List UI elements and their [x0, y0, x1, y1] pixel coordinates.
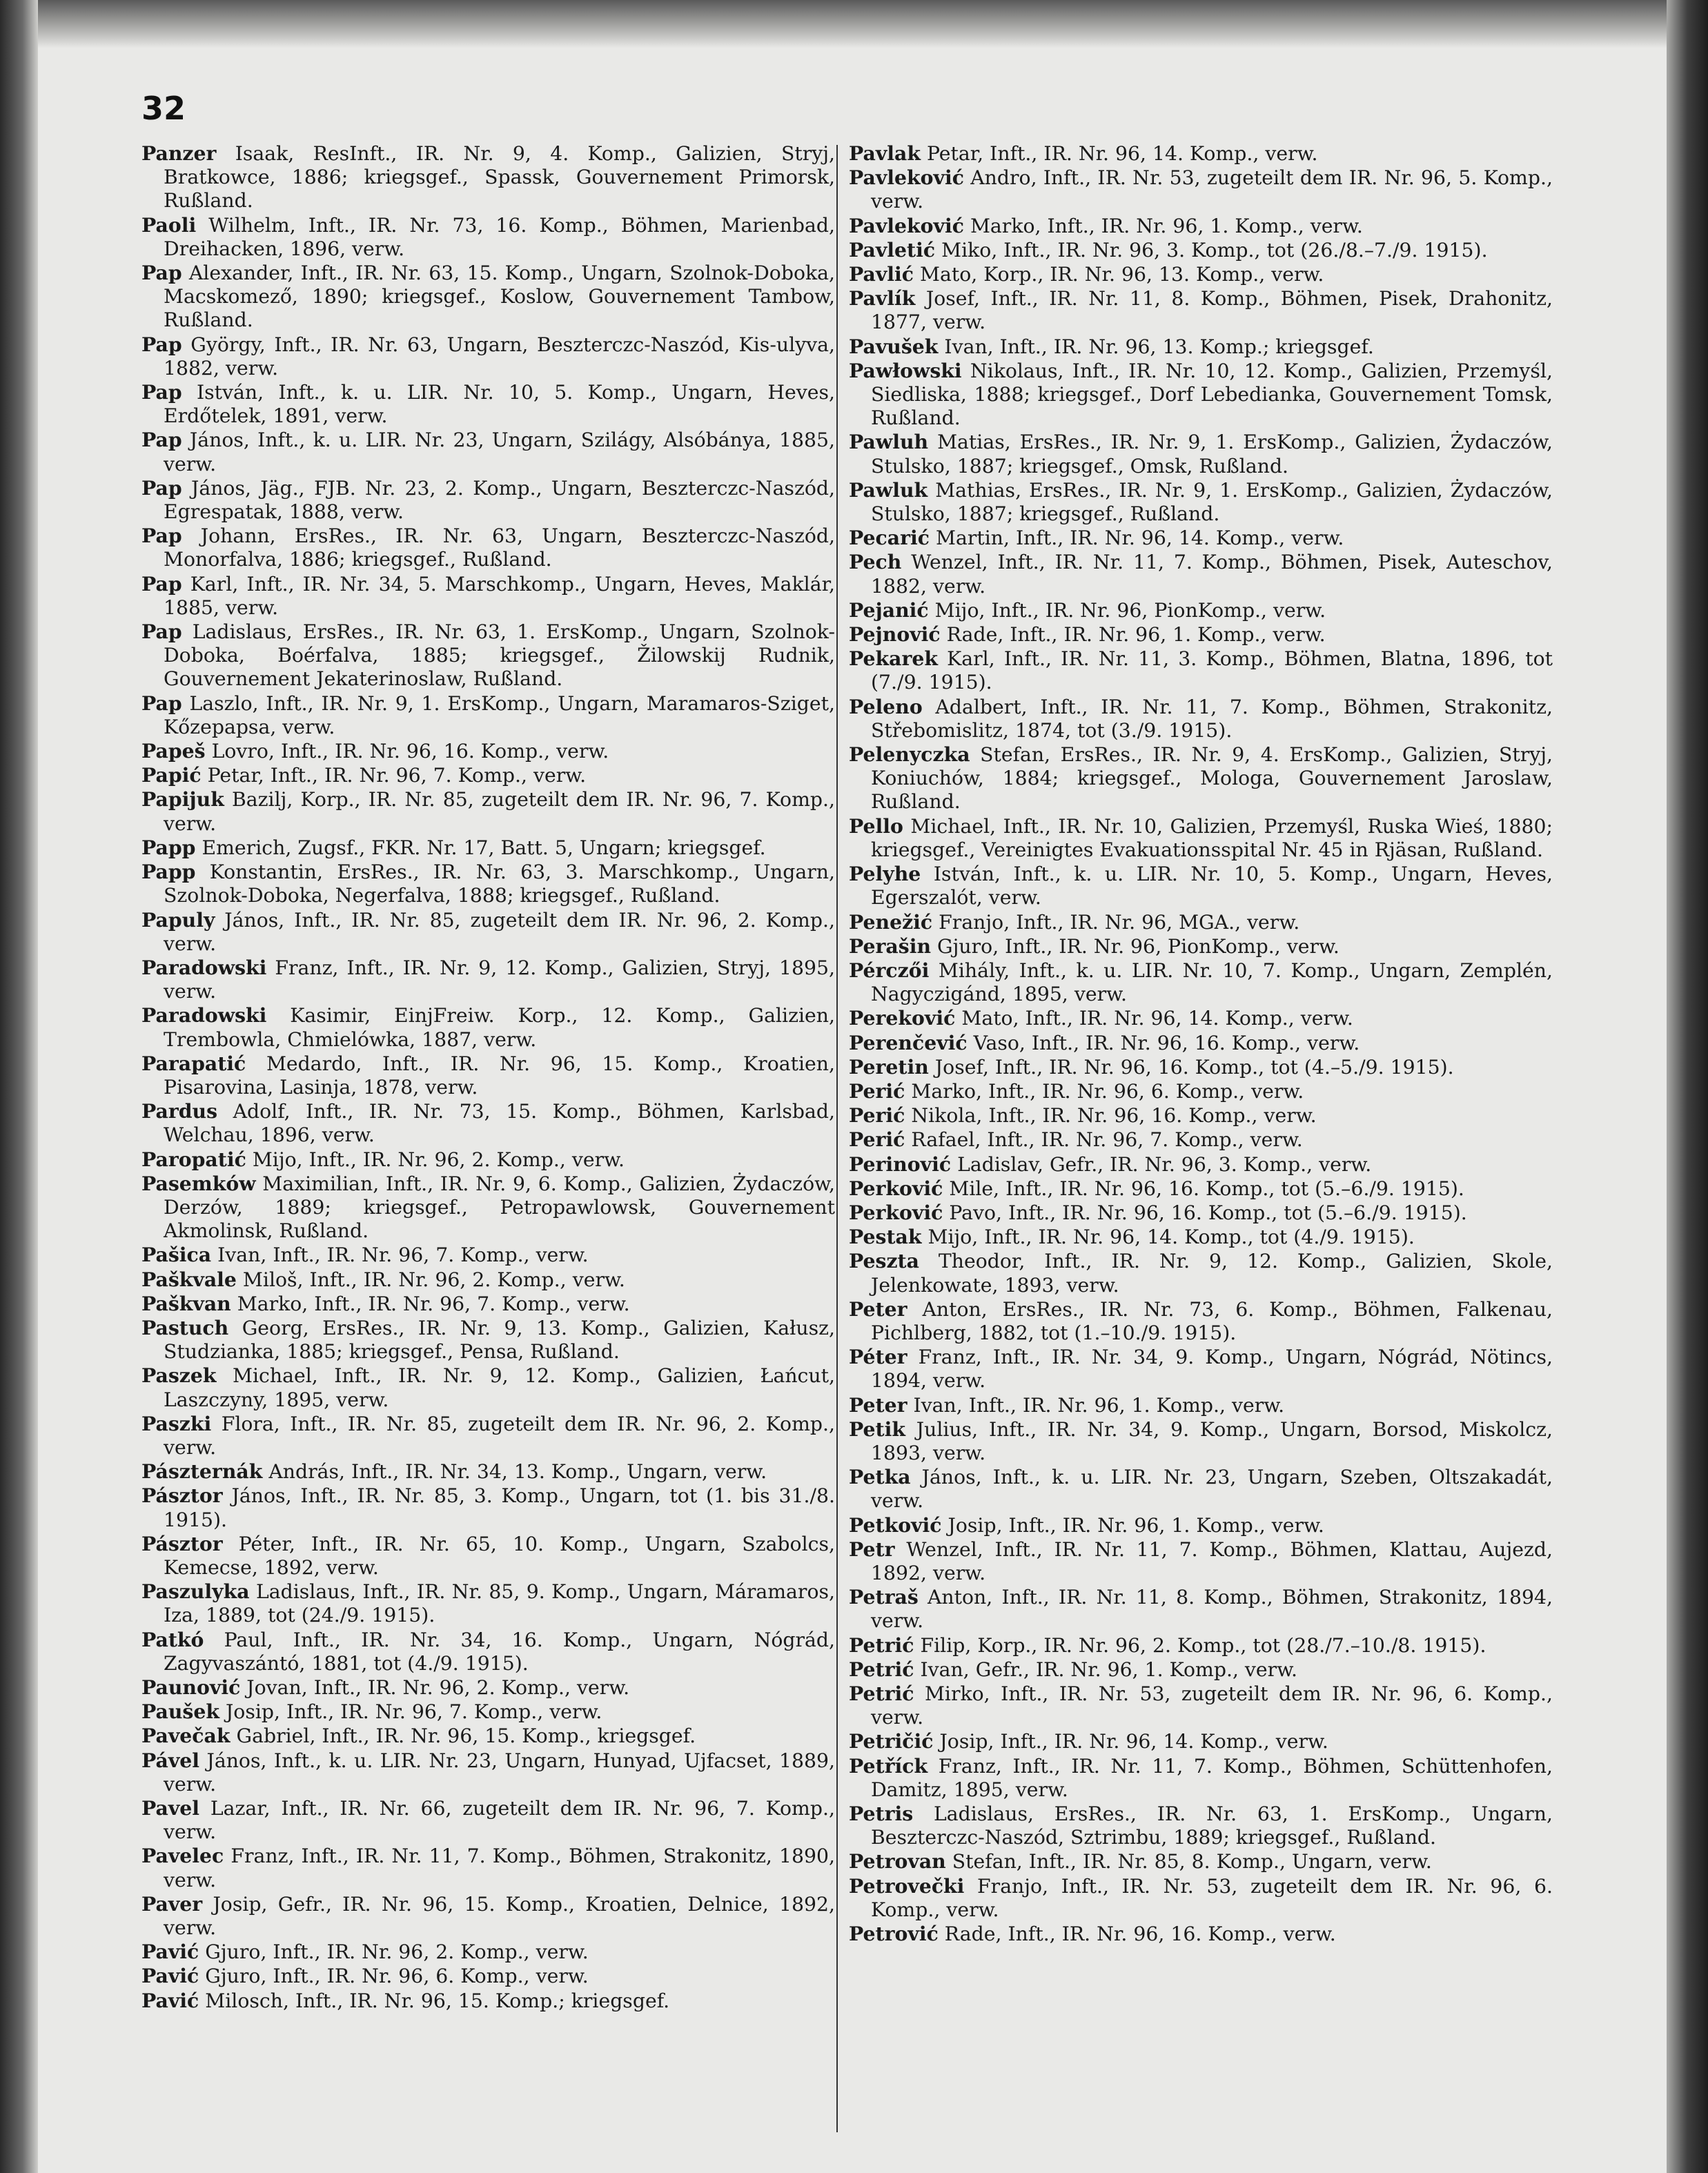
register-entry: [849, 622, 1553, 647]
register-entry: [849, 1249, 1553, 1297]
entry-surname: Petr: [849, 1537, 895, 1561]
register-entry: [849, 1849, 1553, 1874]
entry-surname: Paškvale: [141, 1267, 237, 1291]
register-entry: [849, 934, 1553, 958]
entry-details: Josip, Inft., IR. Nr. 96, 1. Komp., verw.: [948, 1513, 1324, 1537]
entry-details: István, Inft., k. u. LIR. Nr. 10, 5. Komp., Ungarn, Heves, Erdőtelek, 1891, verw.: [164, 381, 835, 428]
entry-details: Franz, Inft., IR. Nr. 11, 7. Komp., Böhmen, Strakonitz, 1890, verw.: [164, 1845, 835, 1891]
register-entry: [141, 1484, 835, 1531]
entry-surname: Paoli: [141, 213, 197, 237]
entry-details: Péter, Inft., IR. Nr. 65, 10. Komp., Ungarn, Szabolcs, Kemecse, 1892, verw.: [164, 1532, 835, 1579]
entry-surname: Papuly: [141, 907, 215, 932]
entry-surname: Pekarek: [849, 647, 938, 671]
register-entry: [141, 1796, 835, 1844]
entry-details: Konstantin, ErsRes., IR. Nr. 63, 3. Marschkomp., Ungarn, Szolnok-Doboka, Negerfalva, 1888; kriegsgef., Rußland.: [164, 861, 835, 907]
entry-surname: Pável: [141, 1748, 200, 1772]
entry-details: István, Inft., k. u. LIR. Nr. 10, 5. Komp., Ungarn, Heves, Egerszalót, verw.: [871, 863, 1553, 909]
register-entry: [849, 1633, 1553, 1658]
register-entry: [141, 572, 835, 620]
register-entry: [141, 476, 835, 524]
entry-surname: Pavlić: [849, 262, 914, 286]
entry-surname: Pašica: [141, 1243, 212, 1267]
entry-surname: Pavlík: [849, 286, 916, 311]
entry-surname: Paunović: [141, 1675, 241, 1699]
entry-surname: Pavleković: [849, 166, 964, 190]
entry-surname: Pap: [141, 620, 182, 644]
entry-details: Gjuro, Inft., IR. Nr. 96, 2. Komp., verw.: [205, 1940, 589, 1964]
register-entry: [849, 526, 1553, 550]
register-entry: [141, 1724, 835, 1748]
entry-details: Lazar, Inft., IR. Nr. 66, zugeteilt dem IR. Nr. 96, 7. Komp., verw.: [164, 1797, 835, 1844]
entry-details: Gabriel, Inft., IR. Nr. 96, 15. Komp., kriegsgef.: [236, 1724, 696, 1748]
entry-surname: Pestak: [849, 1225, 922, 1249]
register-entry: [849, 862, 1553, 909]
entry-surname: Pászternák: [141, 1459, 263, 1484]
entry-surname: Pap: [141, 475, 182, 500]
entry-surname: Pavić: [141, 1964, 199, 1988]
entry-details: György, Inft., IR. Nr. 63, Ungarn, Beszterczc-Naszód, Kis-ulyva, 1882, verw.: [164, 333, 835, 380]
entry-details: Nikolaus, Inft., IR. Nr. 10, 12. Komp., Galizien, Przemyśl, Siedliska, 1888; kriegsgef., Dorf Lebedianka, Gouvernement Tomsk, Rußland.: [871, 359, 1553, 430]
entry-surname: Pavečak: [141, 1724, 230, 1748]
entry-details: Georg, ErsRes., IR. Nr. 9, 13. Komp., Galizien, Kałusz, Studzianka, 1885; kriegsgef., Pensa, Rußland.: [164, 1316, 835, 1364]
register-entry: [849, 1682, 1553, 1729]
register-entry: [141, 1989, 835, 2013]
scan-border-top: [0, 0, 1708, 48]
entry-details: Mijo, Inft., IR. Nr. 96, PionKomp., verw.: [934, 598, 1326, 622]
entry-surname: Pereković: [849, 1006, 956, 1030]
entry-details: Ladislaus, ErsRes., IR. Nr. 63, 1. ErsKomp., Ungarn, Beszterczc-Naszód, Sztrimbu, 1889; kriegsgef., Rußland.: [871, 1802, 1553, 1849]
register-entry: [849, 598, 1553, 622]
entry-details: Nikola, Inft., IR. Nr. 96, 16. Komp., verw.: [911, 1104, 1317, 1128]
register-entry: [141, 1316, 835, 1364]
entry-details: Franz, Inft., IR. Nr. 9, 12. Komp., Galizien, Stryj, 1895, verw.: [164, 956, 835, 1003]
register-entry: [141, 213, 835, 261]
entry-surname: Pavić: [141, 1940, 199, 1964]
entry-surname: Pap: [141, 332, 182, 356]
entry-details: Ladislaus, Inft., IR. Nr. 85, 9. Komp., Ungarn, Máramaros, Iza, 1889, tot (24./9. 1915).: [164, 1580, 835, 1627]
entry-details: Martin, Inft., IR. Nr. 96, 14. Komp., verw.: [935, 527, 1344, 550]
register-entry: [141, 1940, 835, 1964]
register-entry: [849, 335, 1553, 359]
register-entry: [141, 1700, 835, 1724]
entry-details: Ivan, Inft., IR. Nr. 96, 1. Komp., verw.: [913, 1393, 1285, 1417]
entry-details: Rade, Inft., IR. Nr. 96, 16. Komp., verw.: [944, 1923, 1336, 1946]
entry-surname: Pavleković: [849, 213, 964, 237]
register-entry: [141, 763, 835, 787]
register-entry: [141, 1964, 835, 1988]
entry-surname: Pavić: [141, 1988, 199, 2012]
entry-details: Josef, Inft., IR. Nr. 96, 16. Komp., tot (4.–5./9. 1915).: [934, 1055, 1454, 1079]
entry-details: Filip, Korp., IR. Nr. 96, 2. Komp., tot (28./7.–10./8. 1915).: [920, 1633, 1486, 1657]
entry-surname: Perašin: [849, 934, 932, 958]
register-entry: [141, 380, 835, 428]
entry-surname: Peter: [849, 1297, 907, 1321]
register-entry: [141, 1052, 835, 1099]
entry-details: Medardo, Inft., IR. Nr. 96, 15. Komp., Kroatien, Pisarovina, Lasinja, 1878, verw.: [164, 1052, 836, 1099]
scan-border-right: [1667, 0, 1708, 2173]
register-entry: [141, 1628, 835, 1675]
entry-surname: Parapatić: [141, 1051, 246, 1075]
entry-surname: Perinović: [849, 1152, 952, 1176]
register-entry: [849, 958, 1553, 1006]
register-entry: [849, 814, 1553, 862]
register-entry: [141, 691, 835, 739]
entry-surname: Pavelec: [141, 1844, 224, 1868]
entry-surname: Pap: [141, 571, 182, 596]
entry-surname: Petrovečki: [849, 1874, 965, 1898]
register-entry: [141, 1580, 835, 1627]
register-entry: [141, 1243, 835, 1267]
register-entry: [849, 359, 1553, 431]
entry-surname: Paszulyka: [141, 1580, 250, 1604]
register-entry: [141, 787, 835, 835]
register-entry: [849, 1297, 1553, 1345]
register-entry: [849, 1345, 1553, 1393]
entry-details: Franjo, Inft., IR. Nr. 96, MGA., verw.: [939, 910, 1300, 934]
register-entry: [849, 1922, 1553, 1946]
entry-surname: Petrovan: [849, 1849, 946, 1874]
entry-surname: Papp: [141, 835, 196, 859]
entry-surname: Petričić: [849, 1729, 934, 1753]
register-entry: [141, 333, 835, 380]
register-entry: [849, 1393, 1553, 1417]
register-entry: [141, 261, 835, 333]
register-entry: [849, 1729, 1553, 1753]
entry-details: Franz, Inft., IR. Nr. 11, 7. Komp., Böhmen, Schüttenhofen, Damitz, 1895, verw.: [871, 1754, 1553, 1801]
entry-details: András, Inft., IR. Nr. 34, 13. Komp., Ungarn, verw.: [268, 1460, 767, 1484]
register-entry: [141, 739, 835, 763]
entry-details: Kasimir, EinjFreiw. Korp., 12. Komp., Galizien, Trembowla, Chmielówka, 1887, verw.: [164, 1004, 835, 1051]
register-entry: [849, 1537, 1553, 1585]
register-entry: [141, 956, 835, 1003]
register-entry: [849, 1152, 1553, 1177]
entry-details: Rade, Inft., IR. Nr. 96, 1. Komp., verw.: [946, 623, 1326, 647]
entry-details: Matias, ErsRes., IR. Nr. 9, 1. ErsKomp., Galizien, Żydaczów, Stulsko, 1887; kriegsgef., Omsk, Rußland.: [871, 431, 1553, 478]
register-entry: [141, 1749, 835, 1796]
register-entry: [141, 1532, 835, 1580]
register-entry: [849, 262, 1553, 286]
entry-surname: Petrić: [849, 1657, 914, 1681]
entry-details: Mijo, Inft., IR. Nr. 96, 2. Komp., verw.: [252, 1148, 625, 1171]
entry-surname: Papić: [141, 763, 202, 787]
register-entry: [849, 1055, 1553, 1079]
entry-details: Mathias, ErsRes., IR. Nr. 9, 1. ErsKomp., Galizien, Żydaczów, Stulsko, 1887; kriegsgef., Rußland.: [871, 478, 1553, 526]
entry-details: Ladislaus, ErsRes., IR. Nr. 63, 1. ErsKomp., Ungarn, Szolnok-Doboka, Boérfalva, 1885; kriegsgef., Žilowskij Rudnik, Gouvernement Jekaterinoslaw, Rußland.: [164, 620, 836, 691]
register-entry: [141, 1003, 835, 1051]
entry-details: Ivan, Gefr., IR. Nr. 96, 1. Komp., verw.: [920, 1658, 1298, 1681]
entry-surname: Pavletić: [849, 237, 936, 262]
register-entry: [849, 1128, 1553, 1152]
register-entry: [849, 1585, 1553, 1633]
register-entry: [141, 1892, 835, 1940]
register-entry: [849, 1874, 1553, 1922]
entry-details: Laszlo, Inft., IR. Nr. 9, 1. ErsKomp., Ungarn, Maramaros-Sziget, Kőzepapsa, verw.: [164, 691, 835, 738]
entry-details: Julius, Inft., IR. Nr. 34, 9. Komp., Ungarn, Borsod, Miskolcz, 1893, verw.: [871, 1417, 1553, 1464]
entry-details: Miloš, Inft., IR. Nr. 96, 2. Komp., verw.: [242, 1268, 625, 1291]
entry-details: Alexander, Inft., IR. Nr. 63, 15. Komp., Ungarn, Szolnok-Doboka, Macskomező, 1890; kriegsgef., Koslow, Gouvernement Tambow, Rußland.: [164, 262, 836, 332]
register-entry: [141, 1459, 835, 1484]
entry-details: Adolf, Inft., IR. Nr. 73, 15. Komp., Böhmen, Karlsbad, Welchau, 1896, verw.: [164, 1100, 835, 1147]
register-entry: [141, 1844, 835, 1891]
entry-surname: Pejanić: [849, 598, 929, 622]
register-entry: [849, 478, 1553, 526]
entry-details: Stefan, ErsRes., IR. Nr. 9, 4. ErsKomp., Galizien, Stryj, Koniuchów, 1884; kriegsgef., Mologa, Gouvernement Jaroslaw, Rußland.: [871, 743, 1553, 814]
entry-surname: Pásztor: [141, 1531, 223, 1555]
entry-surname: Perković: [849, 1176, 943, 1200]
register-entry: [849, 1465, 1553, 1513]
register-entry: [849, 1103, 1553, 1128]
entry-surname: Perić: [849, 1128, 905, 1152]
entry-surname: Petříck: [849, 1753, 928, 1778]
entry-surname: Pecarić: [849, 526, 930, 550]
register-entry: [141, 908, 835, 956]
entry-details: Michael, Inft., IR. Nr. 10, Galizien, Przemyśl, Ruska Wieś, 1880; kriegsgef., Vereinigtes Evakuationsspital Nr. 45 in Rjäsan, Rußland.: [871, 814, 1553, 861]
register-entry: [849, 1177, 1553, 1201]
register-entry: [849, 1006, 1553, 1030]
entry-surname: Pérczői: [849, 958, 930, 982]
entry-details: János, Jäg., FJB. Nr. 23, 2. Komp., Ungarn, Beszterczc-Naszód, Egrespatak, 1888, verw.: [164, 476, 836, 524]
entry-details: János, Inft., k. u. LIR. Nr. 23, Ungarn, Szilágy, Alsóbánya, 1885, verw.: [164, 429, 835, 475]
entry-details: Adalbert, Inft., IR. Nr. 11, 7. Komp., Böhmen, Strakonitz, Střebomislitz, 1874, tot (3./9. 1915).: [871, 695, 1553, 742]
register-entry: [141, 428, 835, 475]
register-entry: [141, 1148, 835, 1172]
register-entry: [849, 141, 1553, 166]
entry-surname: Pawłowski: [849, 358, 962, 382]
entry-surname: Papijuk: [141, 787, 224, 812]
register-entry: [849, 1225, 1553, 1249]
entry-surname: Pavušek: [849, 334, 939, 358]
entry-details: Mato, Inft., IR. Nr. 96, 14. Komp., verw.: [961, 1007, 1353, 1030]
register-entry: [141, 1268, 835, 1292]
entry-details: Wenzel, Inft., IR. Nr. 11, 7. Komp., Böhmen, Pisek, Auteschov, 1882, verw.: [871, 551, 1553, 598]
entry-details: Gjuro, Inft., IR. Nr. 96, 6. Komp., verw.: [205, 1965, 589, 1988]
entry-surname: Pardus: [141, 1099, 218, 1123]
entry-surname: Pap: [141, 261, 182, 285]
entry-details: Jovan, Inft., IR. Nr. 96, 2. Komp., verw.: [246, 1676, 630, 1699]
entry-surname: Papp: [141, 860, 196, 884]
entry-details: Mihály, Inft., k. u. LIR. Nr. 10, 7. Komp., Ungarn, Zemplén, Nagyczigánd, 1895, verw.: [871, 958, 1553, 1006]
entry-surname: Petković: [849, 1513, 942, 1537]
entry-details: Petar, Inft., IR. Nr. 96, 14. Komp., verw.: [927, 142, 1318, 165]
entry-details: Marko, Inft., IR. Nr. 96, 7. Komp., verw.: [237, 1292, 630, 1315]
entry-details: Franz, Inft., IR. Nr. 34, 9. Komp., Ungarn, Nógrád, Nötincs, 1894, verw.: [871, 1346, 1553, 1393]
entry-surname: Petrić: [849, 1682, 914, 1705]
register-entry: [141, 1099, 835, 1147]
entry-surname: Paradowski: [141, 955, 267, 979]
register-entry: [849, 1754, 1553, 1802]
entry-surname: Peretin: [849, 1054, 929, 1079]
entry-details: Josip, Inft., IR. Nr. 96, 7. Komp., verw.: [225, 1700, 602, 1724]
entry-details: Ivan, Inft., IR. Nr. 96, 13. Komp.; kriegsgef.: [944, 335, 1374, 358]
entry-surname: Paušek: [141, 1700, 219, 1724]
entry-surname: Perković: [849, 1200, 943, 1224]
entry-surname: Pawluh: [849, 430, 929, 454]
entry-surname: Péter: [849, 1345, 907, 1369]
entry-details: Paul, Inft., IR. Nr. 34, 16. Komp., Ungarn, Nógrád, Zagyvaszántó, 1881, tot (4./9. 1915).: [164, 1628, 835, 1675]
entry-surname: Panzer: [141, 141, 217, 165]
entry-details: Josip, Gefr., IR. Nr. 96, 15. Komp., Kroatien, Delnice, 1892, verw.: [164, 1892, 835, 1940]
entry-surname: Petka: [849, 1465, 911, 1489]
register-entry: [141, 1412, 835, 1459]
entry-details: Wilhelm, Inft., IR. Nr. 73, 16. Komp., Böhmen, Marienbad, Dreihacken, 1896, verw.: [164, 213, 835, 260]
entry-surname: Paškvan: [141, 1291, 231, 1315]
entry-surname: Peleno: [849, 694, 923, 718]
entry-surname: Pavlak: [849, 141, 921, 165]
register-entry: [849, 238, 1553, 262]
entry-surname: Petraš: [849, 1585, 919, 1609]
entry-details: Bazilj, Korp., IR. Nr. 85, zugeteilt dem IR. Nr. 96, 7. Komp., verw.: [164, 788, 836, 835]
register-entry: [849, 286, 1553, 334]
entry-details: Anton, ErsRes., IR. Nr. 73, 6. Komp., Böhmen, Falkenau, Pichlberg, 1882, tot (1.–10./9. 1915).: [871, 1297, 1553, 1344]
entry-surname: Perenčević: [849, 1030, 968, 1054]
register-entry: [849, 743, 1553, 814]
entry-details: Josef, Inft., IR. Nr. 11, 8. Komp., Böhmen, Pisek, Drahonitz, 1877, verw.: [871, 287, 1553, 334]
column-divider: [836, 145, 838, 2132]
entry-details: Wenzel, Inft., IR. Nr. 11, 7. Komp., Böhmen, Klattau, Aujezd, 1892, verw.: [871, 1537, 1553, 1584]
entry-details: Mirko, Inft., IR. Nr. 53, zugeteilt dem IR. Nr. 96, 6. Komp., verw.: [871, 1682, 1553, 1729]
entry-surname: Peter: [849, 1393, 907, 1417]
entry-details: János, Inft., k. u. LIR. Nr. 23, Ungarn, Hunyad, Ujfacset, 1889, verw.: [164, 1749, 836, 1796]
entry-details: Stefan, Inft., IR. Nr. 85, 8. Komp., Ungarn, verw.: [952, 1850, 1432, 1874]
entry-details: Rafael, Inft., IR. Nr. 96, 7. Komp., verw.: [911, 1128, 1303, 1152]
entry-details: Mile, Inft., IR. Nr. 96, 16. Komp., tot (5.–6./9. 1915).: [949, 1177, 1464, 1200]
register-entry: [849, 1658, 1553, 1682]
entry-surname: Paszki: [141, 1411, 212, 1435]
register-entry: [141, 1364, 835, 1411]
entry-surname: Pello: [849, 814, 903, 838]
register-entry: [849, 647, 1553, 694]
entry-surname: Pastuch: [141, 1315, 229, 1339]
register-entry: [141, 1172, 835, 1243]
entry-surname: Petris: [849, 1802, 914, 1826]
entry-surname: Pap: [141, 691, 182, 715]
register-entry: [141, 836, 835, 860]
entry-surname: Pelenyczka: [849, 743, 970, 767]
entry-surname: Petik: [849, 1417, 905, 1441]
entry-details: Johann, ErsRes., IR. Nr. 63, Ungarn, Beszterczc-Naszód, Monorfalva, 1886; kriegsgef., Rußland.: [164, 524, 835, 571]
register-entry: [141, 620, 835, 691]
entry-details: Andro, Inft., IR. Nr. 53, zugeteilt dem IR. Nr. 96, 5. Komp., verw.: [871, 166, 1553, 213]
entry-details: Josip, Inft., IR. Nr. 96, 14. Komp., verw.: [939, 1730, 1328, 1753]
entry-details: Marko, Inft., IR. Nr. 96, 6. Komp., verw.: [911, 1079, 1304, 1103]
entry-surname: Petrić: [849, 1633, 914, 1657]
entry-details: Ladislav, Gefr., IR. Nr. 96, 3. Komp., verw.: [957, 1152, 1372, 1176]
entry-surname: Paropatić: [141, 1147, 246, 1171]
entry-details: Isaak, ResInft., IR. Nr. 9, 4. Komp., Galizien, Stryj, Bratkowce, 1886; kriegsgef., Spassk, Gouvernement Primorsk, Rußland.: [164, 142, 835, 213]
register-entry: [141, 141, 835, 213]
register-entry: [849, 1201, 1553, 1225]
register-entry: [849, 1031, 1553, 1055]
entry-details: János, Inft., k. u. LIR. Nr. 23, Ungarn, Szeben, Oltszakadát, verw.: [871, 1466, 1553, 1513]
register-entry: [141, 860, 835, 907]
entry-surname: Paszek: [141, 1364, 217, 1388]
entry-details: Lovro, Inft., IR. Nr. 96, 16. Komp., verw.: [211, 740, 609, 763]
entry-surname: Pasemków: [141, 1171, 256, 1195]
register-entry: [849, 910, 1553, 934]
entry-surname: Petrović: [849, 1922, 939, 1946]
entry-surname: Pejnović: [849, 622, 941, 647]
entry-surname: Patkó: [141, 1627, 204, 1651]
entry-details: Pavo, Inft., IR. Nr. 96, 16. Komp., tot (5.–6./9. 1915).: [949, 1201, 1467, 1224]
register-entry: [849, 1079, 1553, 1103]
entry-surname: Pap: [141, 380, 182, 404]
register-entry: [849, 166, 1553, 213]
entry-surname: Penežić: [849, 909, 933, 934]
entry-surname: Papeš: [141, 739, 206, 763]
entry-surname: Pap: [141, 524, 182, 548]
entry-details: Vaso, Inft., IR. Nr. 96, 16. Komp., verw.: [973, 1031, 1360, 1054]
entry-surname: Paver: [141, 1891, 203, 1916]
entry-surname: Pap: [141, 428, 182, 452]
entry-details: Emerich, Zugsf., FKR. Nr. 17, Batt. 5, Ungarn; kriegsgef.: [202, 836, 766, 859]
right-column: [849, 141, 1553, 1946]
register-entry: [849, 695, 1553, 743]
entry-details: János, Inft., IR. Nr. 85, 3. Komp., Ungarn, tot (1. bis 31./8. 1915).: [164, 1484, 835, 1531]
entry-details: János, Inft., IR. Nr. 85, zugeteilt dem IR. Nr. 96, 2. Komp., verw.: [164, 908, 835, 955]
entry-details: Karl, Inft., IR. Nr. 11, 3. Komp., Böhmen, Blatna, 1896, tot (7./9. 1915).: [871, 647, 1553, 694]
entry-details: Karl, Inft., IR. Nr. 34, 5. Marschkomp., Ungarn, Heves, Maklár, 1885, verw.: [164, 572, 835, 619]
entry-details: Gjuro, Inft., IR. Nr. 96, PionKomp., verw.: [937, 934, 1339, 958]
entry-details: Maximilian, Inft., IR. Nr. 9, 6. Komp., Galizien, Żydaczów, Derzów, 1889; kriegsgef., Petropawlowsk, Gouvernement Akmolinsk, Rußland.: [164, 1172, 835, 1243]
register-entry: [849, 1802, 1553, 1849]
entry-surname: Perić: [849, 1103, 905, 1128]
register-entry: [849, 430, 1553, 478]
entry-details: Mijo, Inft., IR. Nr. 96, 14. Komp., tot (4./9. 1915).: [927, 1226, 1415, 1249]
entry-details: Anton, Inft., IR. Nr. 11, 8. Komp., Böhmen, Strakonitz, 1894, verw.: [871, 1586, 1553, 1633]
entry-details: Theodor, Inft., IR. Nr. 9, 12. Komp., Galizien, Skole, Jelenkowate, 1893, verw.: [871, 1250, 1553, 1297]
entry-surname: Perić: [849, 1079, 905, 1103]
entry-surname: Peszta: [849, 1249, 919, 1273]
entry-surname: Pawluk: [849, 478, 928, 502]
entry-details: Flora, Inft., IR. Nr. 85, zugeteilt dem IR. Nr. 96, 2. Komp., verw.: [164, 1412, 836, 1459]
register-entry: [849, 214, 1553, 238]
register-entry: [849, 1513, 1553, 1537]
page-number: 32: [141, 90, 186, 127]
entry-details: Miko, Inft., IR. Nr. 96, 3. Komp., tot (26./8.–7./9. 1915).: [941, 238, 1488, 262]
left-column: [141, 141, 835, 2013]
entry-details: Ivan, Inft., IR. Nr. 96, 7. Komp., verw.: [217, 1243, 589, 1267]
entry-surname: Pavel: [141, 1796, 200, 1820]
register-entry: [849, 1417, 1553, 1465]
register-entry: [141, 1675, 835, 1700]
register-entry: [849, 550, 1553, 598]
entry-details: Michael, Inft., IR. Nr. 9, 12. Komp., Galizien, Łańcut, Laszczyny, 1895, verw.: [164, 1364, 835, 1411]
entry-surname: Pásztor: [141, 1484, 223, 1508]
entry-details: Petar, Inft., IR. Nr. 96, 7. Komp., verw.: [207, 764, 587, 787]
entry-surname: Paradowski: [141, 1003, 267, 1027]
entry-details: Marko, Inft., IR. Nr. 96, 1. Komp., verw.: [970, 214, 1363, 237]
entry-surname: Pelyhe: [849, 862, 921, 886]
entry-details: Milosch, Inft., IR. Nr. 96, 15. Komp.; kriegsgef.: [205, 1989, 670, 2012]
scan-border-left: [0, 0, 38, 2173]
entry-details: Mato, Korp., IR. Nr. 96, 13. Komp., verw.: [920, 263, 1324, 286]
entry-surname: Pech: [849, 550, 902, 574]
entry-details: Franjo, Inft., IR. Nr. 53, zugeteilt dem IR. Nr. 96, 6. Komp., verw.: [871, 1874, 1553, 1921]
register-entry: [141, 524, 835, 571]
register-entry: [141, 1292, 835, 1316]
